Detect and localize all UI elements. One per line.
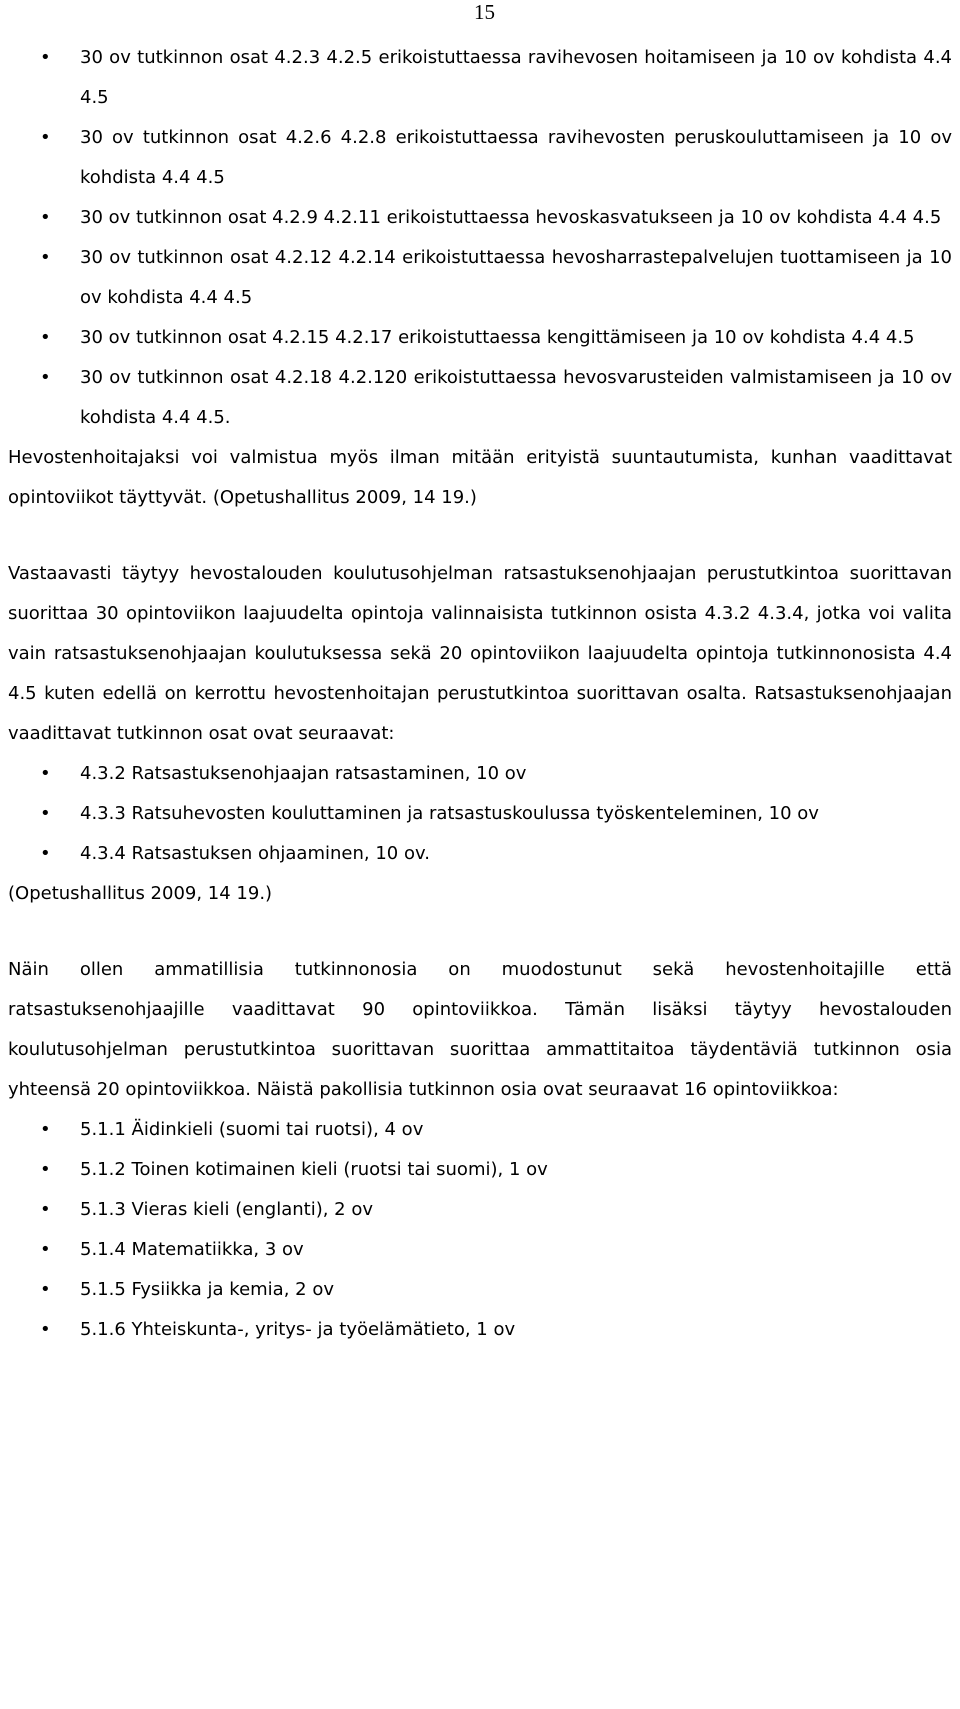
list-item-text: 4.3.3 Ratsuhevosten kouluttaminen ja ratsastuskoulussa työskenteleminen, 10 ov [80,803,819,824]
list-item-text: 4.3.4 Ratsastuksen ohjaaminen, 10 ov. [80,843,430,864]
list-item-text: 5.1.1 Äidinkieli (suomi tai ruotsi), 4 ov [80,1119,424,1140]
paragraph-spacer [8,518,952,554]
bullet-icon: • [40,763,51,784]
bullet-icon: • [40,843,51,864]
list-item-text: 30 ov tutkinnon osat 4.2.3 4.2.5 erikoistuttaessa ravihevosen hoitamiseen ja 10 ov kohdista 4.4 4.5 [80,47,952,108]
bullet-icon: • [40,1279,51,1300]
list-item-text: 5.1.4 Matematiikka, 3 ov [80,1239,304,1260]
bullet-icon: • [40,1159,51,1180]
list-item [8,1310,952,1350]
list-item [8,238,952,318]
riding-instructor-list [8,754,952,874]
paragraph-hevostenhoitaja: Hevostenhoitajaksi voi valmistua myös ilman mitään erityistä suuntautumista, kunhan vaadittavat opintoviikot täyttyvät. (Opetushallitus 2009, 14 19.) [8,447,952,508]
list-item [8,318,952,358]
bullet-icon: • [40,127,51,148]
list-item [8,1110,952,1150]
list-item-text: 30 ov tutkinnon osat 4.2.15 4.2.17 erikoistuttaessa kengittämiseen ja 10 ov kohdista 4.4 4.5 [80,327,915,348]
list-item [8,38,952,118]
list-item [8,358,952,438]
paragraph-spacer [8,914,952,950]
list-item-text: 5.1.3 Vieras kieli (englanti), 2 ov [80,1199,374,1220]
mandatory-courses-list [8,1110,952,1350]
list-item [8,198,952,238]
list-item-text: 5.1.5 Fysiikka ja kemia, 2 ov [80,1279,334,1300]
bullet-icon: • [40,1319,51,1340]
citation: (Opetushallitus 2009, 14 19.) [8,883,273,904]
list-item-text: 30 ov tutkinnon osat 4.2.12 4.2.14 erikoistuttaessa hevosharrastepalvelujen tuottamiseen ja 10 ov kohdista 4.4 4.5 [80,247,952,308]
bullet-icon: • [40,1199,51,1220]
paragraph-ammatilliset: Näin ollen ammatillisia tutkinnonosia on muodostunut sekä hevostenhoitajille että ratsastuksenohjaajille vaadittavat 90 opintoviikkoa. Tämän lisäksi täytyy hevostalouden koulutusohjelman perustutkintoa suorittavan suorittaa ammattitaitoa täydentäviä tutkinnon osia yhteensä 20 opintoviikkoa. Näistä pakollisia tutkinnon osia ovat seuraavat 16 opintoviikkoa: [8,959,952,1100]
list-item [8,1190,952,1230]
page-number: 15 [474,0,495,24]
list-item [8,834,952,874]
list-item [8,1230,952,1270]
bullet-icon: • [40,803,51,824]
list-item-text: 5.1.2 Toinen kotimainen kieli (ruotsi tai suomi), 1 ov [80,1159,548,1180]
list-item [8,794,952,834]
list-item-text: 30 ov tutkinnon osat 4.2.18 4.2.120 erikoistuttaessa hevosvarusteiden valmistamiseen ja 10 ov kohdista 4.4 4.5. [80,367,952,428]
list-item [8,754,952,794]
bullet-icon: • [40,1119,51,1140]
list-item [8,1150,952,1190]
list-item [8,118,952,198]
bullet-icon: • [40,247,51,268]
bullet-icon: • [40,367,51,388]
bullet-icon: • [40,47,51,68]
page-content [8,38,952,1350]
bullet-icon: • [40,207,51,228]
bullet-icon: • [40,327,51,348]
paragraph-ratsastuksenohjaaja: Vastaavasti täytyy hevostalouden koulutusohjelman ratsastuksenohjaajan perustutkintoa suorittavan suorittaa 30 opintoviikon laajuudelta opintoja valinnaisista tutkinnon osista 4.3.2 4.3.4, jotka voi valita vain ratsastuksenohjaajan koulutuksessa sekä 20 opintoviikon laajuudelta opintoja tutkinnonosista 4.4 4.5 kuten edellä on kerrottu hevostenhoitajan perustutkintoa suorittavan osalta. Ratsastuksenohjaajan vaadittavat tutkinnon osat ovat seuraavat: [8,563,952,744]
bullet-icon: • [40,1239,51,1260]
list-item-text: 30 ov tutkinnon osat 4.2.9 4.2.11 erikoistuttaessa hevoskasvatukseen ja 10 ov kohdista 4.4 4.5 [80,207,942,228]
specialization-list [8,38,952,438]
list-item-text: 30 ov tutkinnon osat 4.2.6 4.2.8 erikoistuttaessa ravihevosten peruskouluttamiseen ja 10 ov kohdista 4.4 4.5 [80,127,952,188]
list-item-text: 5.1.6 Yhteiskunta-, yritys- ja työelämätieto, 1 ov [80,1319,516,1340]
list-item [8,1270,952,1310]
list-item-text: 4.3.2 Ratsastuksenohjaajan ratsastaminen, 10 ov [80,763,527,784]
